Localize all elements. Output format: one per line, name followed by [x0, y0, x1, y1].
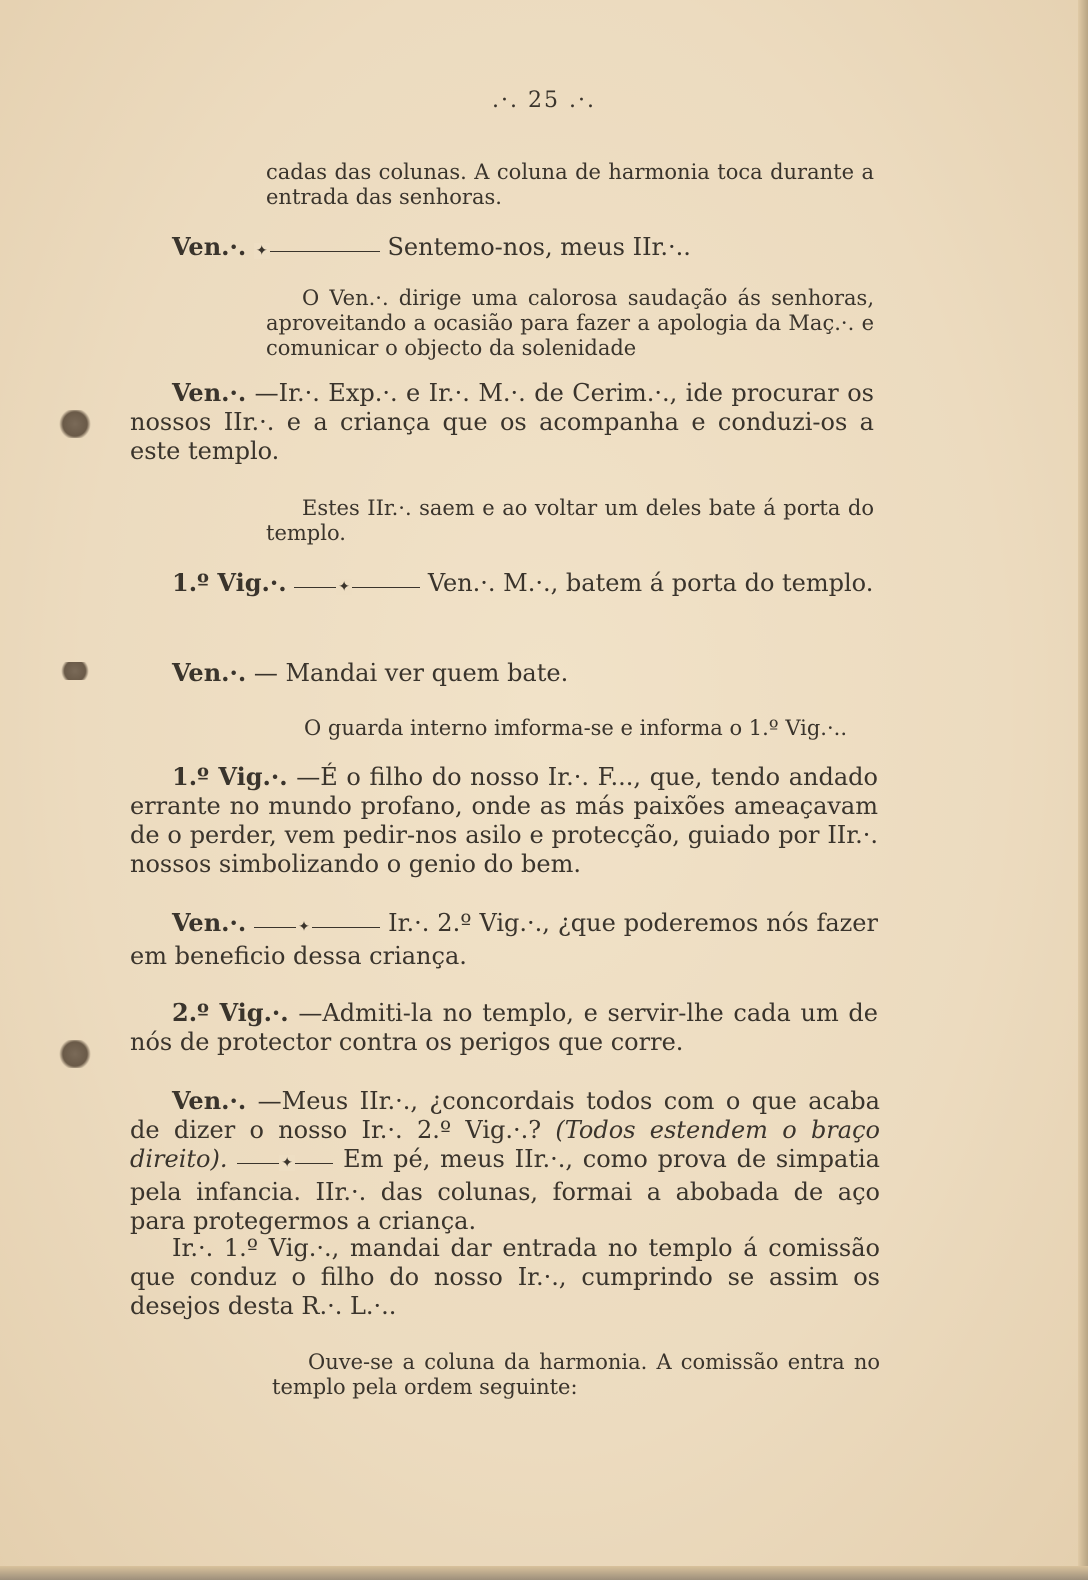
- paragraph: [266, 160, 874, 210]
- stage-direction: [266, 496, 874, 546]
- paragraph-text: Ouve-se a coluna da harmonia. A comissão entra no templo pela ordem seguinte:: [272, 1350, 880, 1399]
- stage-direction-italic: (Todos estendem o braço direito).: [130, 1116, 880, 1173]
- dialogue-line: [130, 568, 874, 602]
- speaker-label: Ven.·.: [172, 232, 247, 261]
- speaker-label: Ven.·.: [172, 378, 247, 407]
- page-edge-bottom: [0, 1566, 1088, 1580]
- binding-hole: [58, 410, 92, 438]
- dialogue-line: [130, 908, 878, 971]
- dialogue-text: —É o filho do nosso Ir.·. F..., que, tendo andado errante no mundo profano, onde as más paixões ameaçavam de o perder, vem pedir-nos asilo e protecção, guiado por IIr.·. nossos simbolizando o genio do bem.: [130, 763, 878, 878]
- dash-ornament: ✦: [254, 233, 380, 266]
- speaker-label: 2.º Vig.·.: [172, 998, 289, 1027]
- speaker-label: Ven.·.: [172, 1086, 247, 1115]
- dialogue-text: —Meus IIr.·., ¿concordais todos com o que acaba de dizer o nosso Ir.·. 2.º Vig.·.?: [130, 1087, 880, 1144]
- dialogue-line: [130, 762, 878, 879]
- dialogue-text: Sentemo-nos, meus IIr.·..: [387, 233, 691, 261]
- speaker-label: Ven.·.: [172, 658, 247, 687]
- paragraph-text: O Ven.·. dirige uma calorosa saudação ás senhoras, aproveitando a ocasião para fazer a apologia da Maç.·. e comunicar o objecto da solenidade: [266, 286, 874, 360]
- paragraph-text: cadas das colunas. A coluna de harmonia toca durante a entrada das senhoras.: [266, 160, 874, 209]
- stage-direction: [304, 716, 884, 741]
- dialogue-line: [130, 1234, 880, 1321]
- paragraph-text: O guarda interno imforma-se e informa o 1.º Vig.·..: [304, 716, 848, 740]
- stage-direction: [266, 286, 874, 361]
- speaker-label: 1.º Vig.·.: [172, 568, 287, 597]
- dash-ornament: ✦: [294, 569, 420, 602]
- dialogue-line: [130, 378, 874, 466]
- page-edge-right: [1078, 0, 1088, 1580]
- stage-direction: [272, 1350, 880, 1400]
- speaker-label: 1.º Vig.·.: [172, 762, 288, 791]
- dialogue-line: [172, 658, 872, 688]
- dialogue-line: [130, 1086, 880, 1236]
- dialogue-text: Ven.·. M.·., batem á porta do templo.: [427, 569, 874, 597]
- dialogue-text: —Admiti-la no templo, e servir-lhe cada um de nós de protector contra os perigos que corre.: [130, 999, 878, 1056]
- dash-ornament: ✦: [254, 909, 380, 942]
- dialogue-text: — Mandai ver quem bate.: [253, 659, 569, 687]
- binding-hole: [58, 662, 92, 680]
- dialogue-text: Ir.·. 2.º Vig.·., ¿que poderemos nós fazer em beneficio dessa criança.: [130, 909, 878, 970]
- dialogue-line: [172, 232, 872, 266]
- dialogue-text: —Ir.·. Exp.·. e Ir.·. M.·. de Cerim.·., ide procurar os nossos IIr.·. e a criança que os acompanha e conduzi-os a este templo.: [130, 379, 874, 465]
- paragraph-text: Estes IIr.·. saem e ao voltar um deles bate á porta do templo.: [266, 496, 874, 545]
- page-number: .·. 25 .·.: [492, 88, 596, 113]
- binding-hole: [58, 1040, 92, 1068]
- dialogue-line: [130, 998, 878, 1057]
- dialogue-text: Em pé, meus IIr.·., como prova de simpatia pela infancia. IIr.·. das colunas, formai a abobada de aço para protegermos a criança.: [130, 1145, 880, 1235]
- speaker-label: Ven.·.: [172, 908, 247, 937]
- dialogue-text: Ir.·. 1.º Vig.·., mandai dar entrada no templo á comissão que conduz o filho do nosso Ir.·., cumprindo se assim os desejos desta R.·. L.·..: [130, 1234, 880, 1320]
- dash-ornament: ✦: [237, 1145, 333, 1178]
